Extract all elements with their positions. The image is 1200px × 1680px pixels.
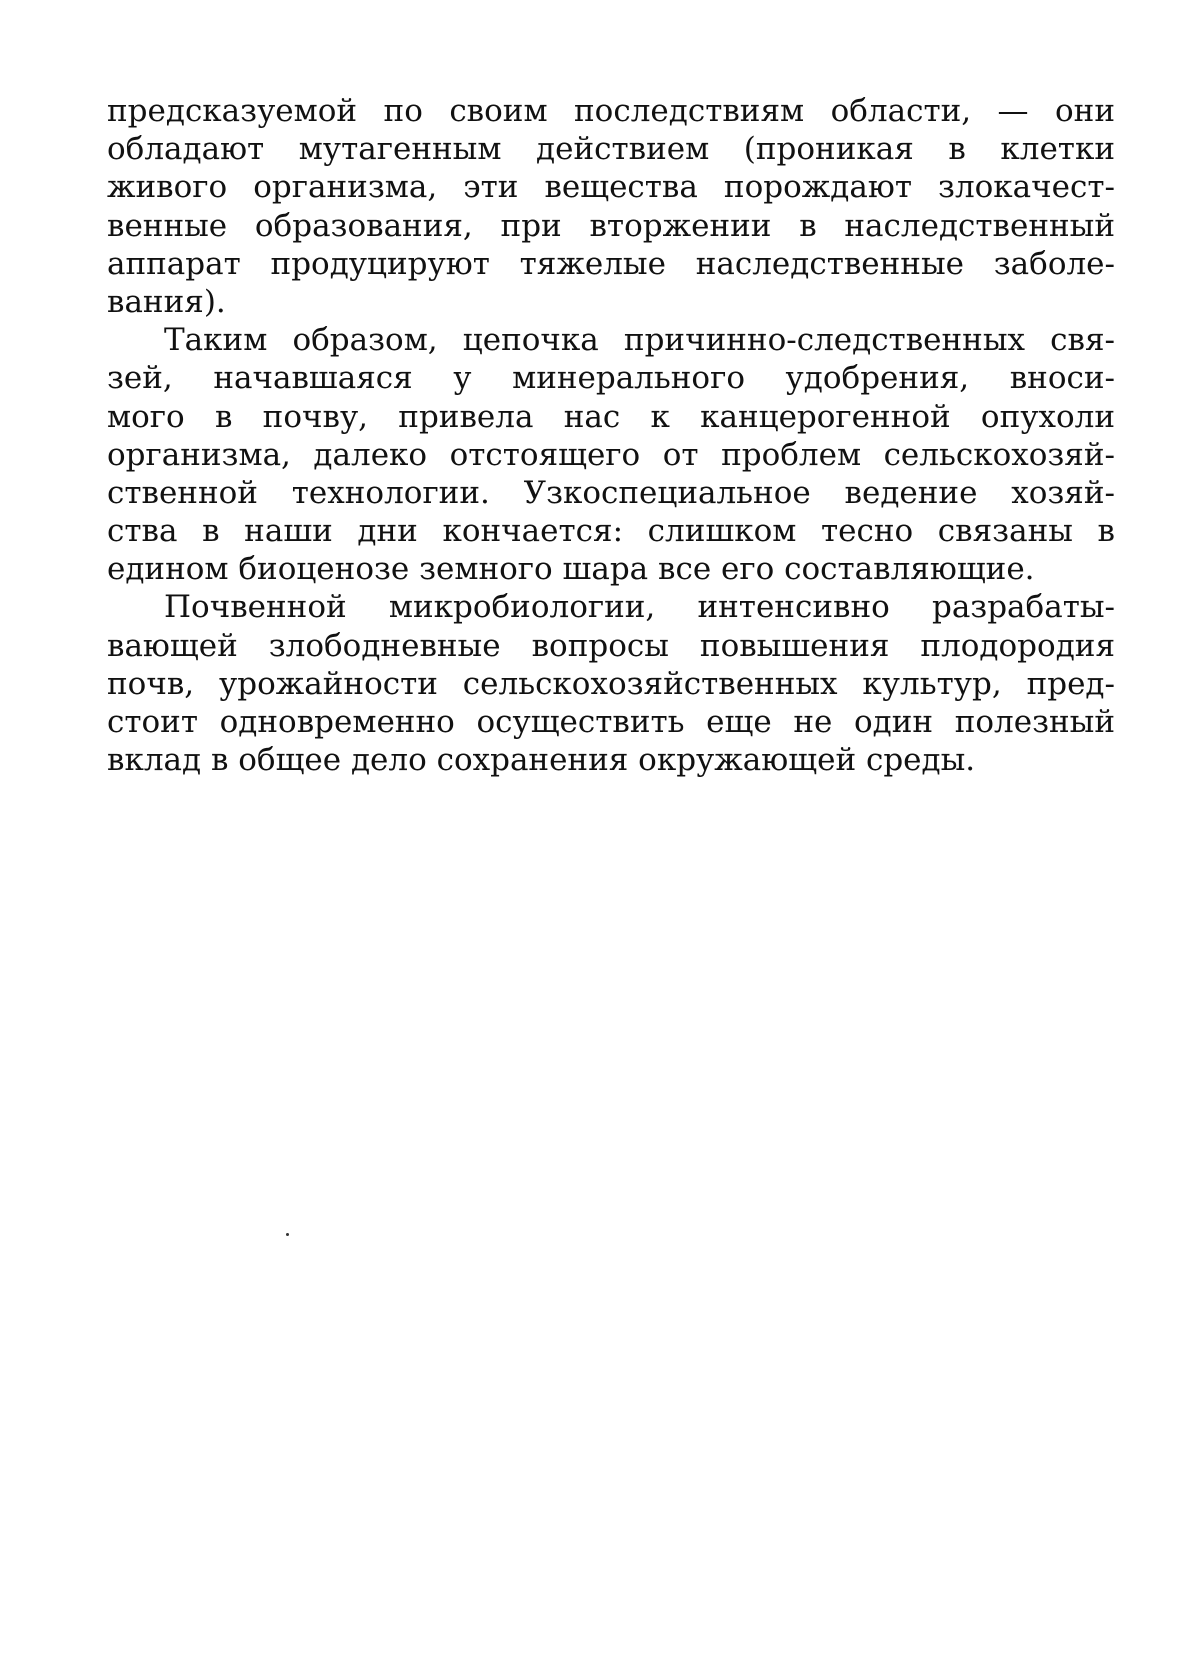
text-line: вания). [107,283,226,320]
text-line: вклад в общее дело сохранения окружающей среды. [107,742,976,779]
body-text [107,92,1115,779]
text-line: ства в наши дни кончается: слишком тесно связаны в [107,513,1115,550]
text-line: организма, далеко отстоящего от проблем сельскохозяй- [107,436,1115,473]
paragraph [107,588,1115,779]
text-line: предсказуемой по своим последствиям области, — они [107,93,1115,129]
text-line: стоит одновременно осуществить еще не один полезный [107,704,1115,740]
text-line: мого в почву, привела нас к канцерогенной опухоли [107,398,1115,435]
text-line: едином биоценозе земного шара все его составляющие. [107,551,1035,588]
text-line: венные образования, при вторжении в наследственный [107,207,1115,244]
paragraph [107,92,1115,321]
text-line: аппарат продуцируют тяжелые наследственные заболе- [107,245,1115,282]
print-speck [286,1233,289,1236]
paragraph [107,321,1115,588]
text-line: зей, начавшаяся у минерального удобрения, вноси- [107,360,1115,397]
text-line: вающей злободневные вопросы повышения плодородия [107,627,1115,664]
text-line: обладают мутагенным действием (проникая в клетки [107,131,1115,168]
text-line: ственной технологии. Узкоспециальное ведение хозяй- [107,474,1115,511]
text-line: Таким образом, цепочка причинно-следственных свя- [164,322,1115,359]
text-line: живого организма, эти вещества порождают злокачест- [107,169,1115,206]
text-line: Почвенной микробиологии, интенсивно разрабаты- [164,589,1115,626]
text-line: почв, урожайности сельскохозяйственных культур, пред- [107,665,1115,702]
